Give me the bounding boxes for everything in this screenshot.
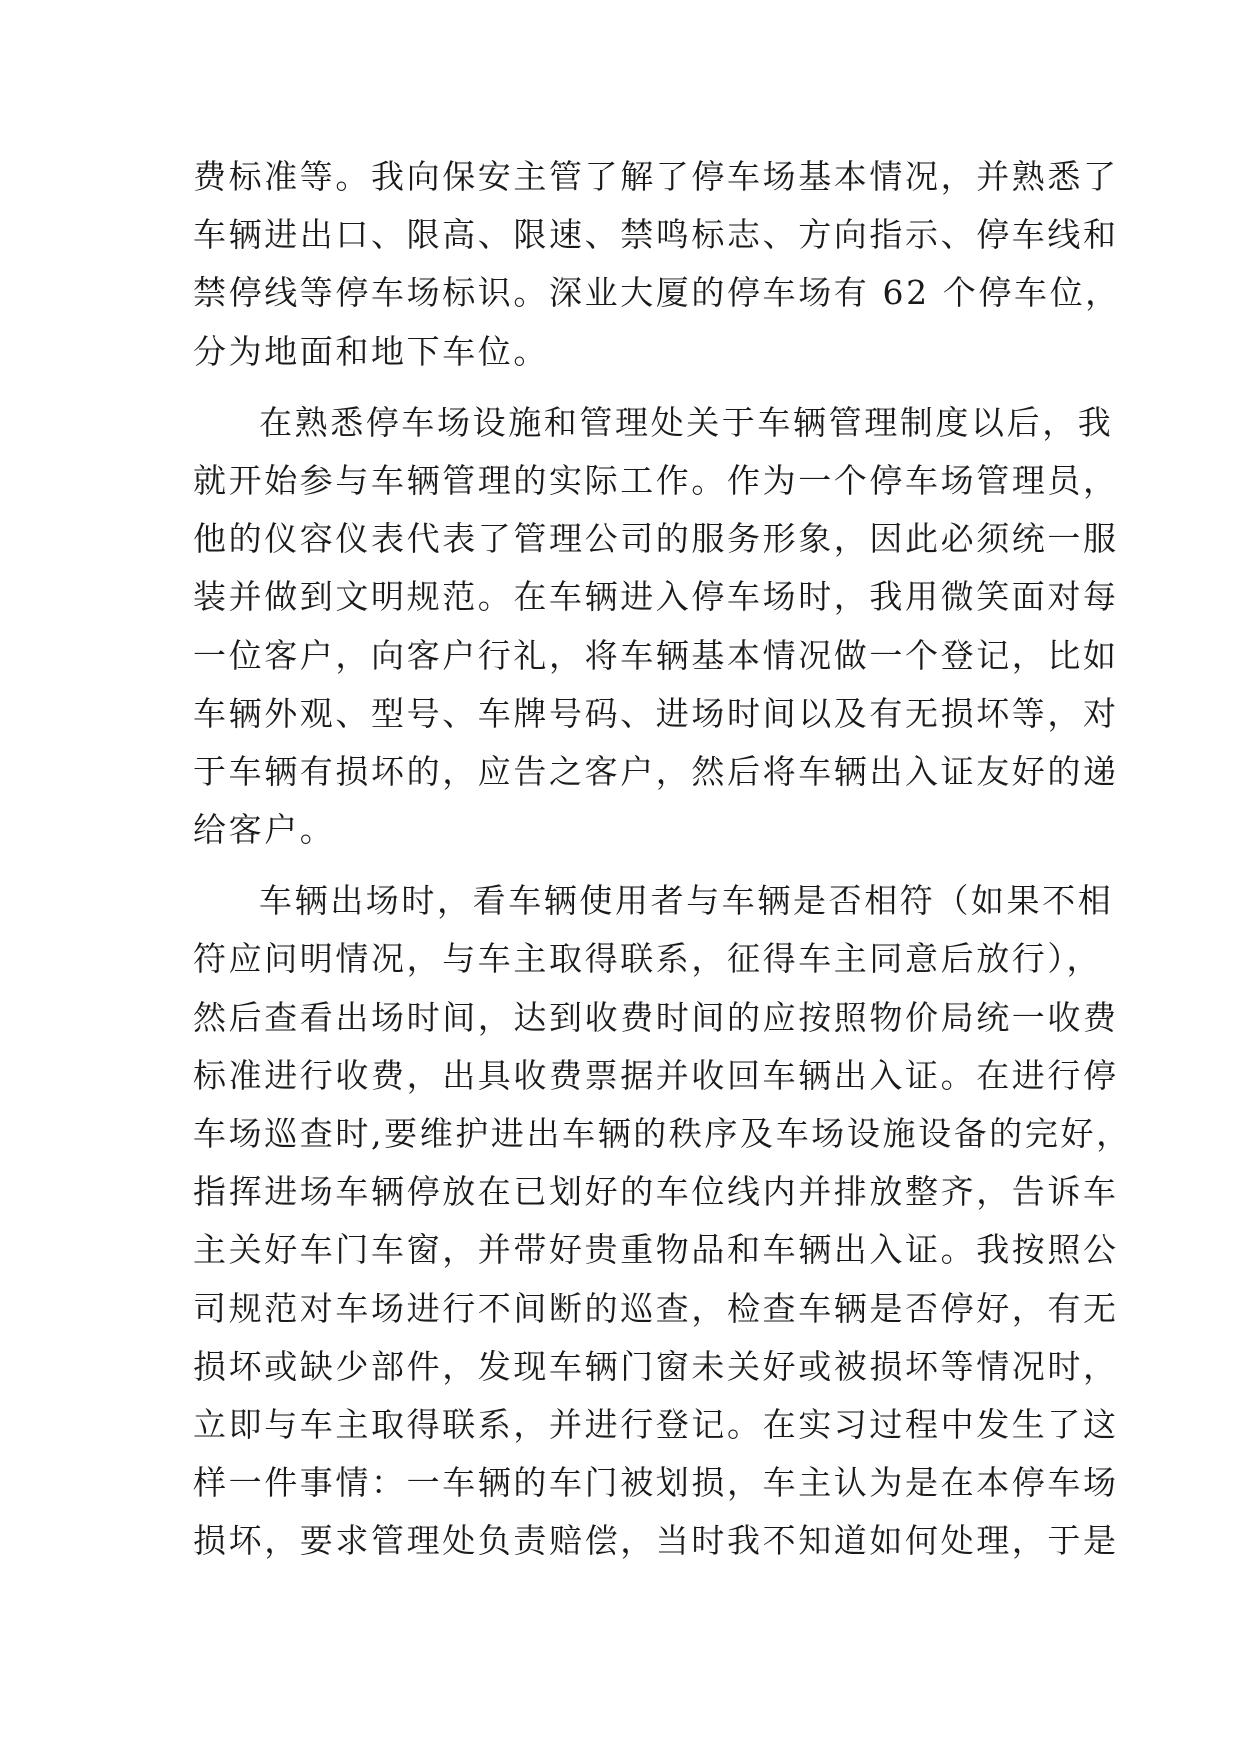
- text-line: 装并做到文明规范。在车辆进入停车场时，我用微笑面对每: [193, 577, 1119, 617]
- text-line: 车辆进出口、限高、限速、禁鸣标志、方向指示、停车线和: [193, 215, 1119, 255]
- text-line: 然后查看出场时间，达到收费时间的应按照物价局统一收费: [193, 997, 1119, 1037]
- text-line: 分为地面和地下车位。: [193, 331, 549, 371]
- text-line: 车场巡查时,要维护进出车辆的秩序及车场设施设备的完好，: [193, 1114, 1132, 1153]
- text-line: 损坏，要求管理处负责赔偿，当时我不知道如何处理，于是: [193, 1521, 1119, 1561]
- text-line: 立即与车主取得联系，并进行登记。在实习过程中发生了这: [193, 1404, 1119, 1444]
- text-line: 主关好车门车窗，并带好贵重物品和车辆出入证。我按照公: [193, 1230, 1119, 1270]
- text-line: 一位客户，向客户行礼，将车辆基本情况做一个登记，比如: [193, 635, 1119, 675]
- text-line: 给客户。: [193, 810, 336, 850]
- paragraph-spacer: [193, 859, 1053, 872]
- body-text: [193, 148, 1132, 1571]
- text-line: 司规范对车场进行不间断的巡查，检查车辆是否停好，有无: [193, 1288, 1119, 1328]
- text-line: 禁停线等停车场标识。深业大厦的停车场有 62 个停车位，: [193, 273, 1121, 313]
- text-line: 就开始参与车辆管理的实际工作。作为一个停车场管理员，: [193, 460, 1119, 500]
- paragraph: [193, 148, 1121, 381]
- text-line: 于车辆有损坏的，应告之客户，然后将车辆出入证友好的递: [193, 751, 1119, 791]
- paragraph: [193, 872, 1132, 1570]
- text-line: 指挥进场车辆停放在已划好的车位线内并排放整齐，告诉车: [193, 1172, 1119, 1212]
- text-line: 车辆外观、型号、车牌号码、进场时间以及有无损坏等，对: [193, 693, 1119, 733]
- text-line: 在熟悉停车场设施和管理处关于车辆管理制度以后，我: [259, 402, 1114, 442]
- text-line: 样一件事情：一车辆的车门被划损，车主认为是在本停车场: [193, 1463, 1119, 1503]
- paragraph-spacer: [193, 381, 1053, 394]
- text-line: 符应问明情况，与车主取得联系，征得车主同意后放行），: [193, 939, 1103, 979]
- text-line: 他的仪容仪表代表了管理公司的服务形象，因此必须统一服: [193, 519, 1119, 559]
- text-line: 车辆出场时，看车辆使用者与车辆是否相符（如果不相: [259, 881, 1114, 921]
- text-line: 损坏或缺少部件，发现车辆门窗未关好或被损坏等情况时，: [193, 1346, 1119, 1386]
- text-line: 费标准等。我向保安主管了解了停车场基本情况，并熟悉了: [193, 157, 1119, 196]
- text-line: 标准进行收费，出具收费票据并收回车辆出入证。在进行停: [193, 1055, 1119, 1095]
- paragraph: [193, 394, 1119, 860]
